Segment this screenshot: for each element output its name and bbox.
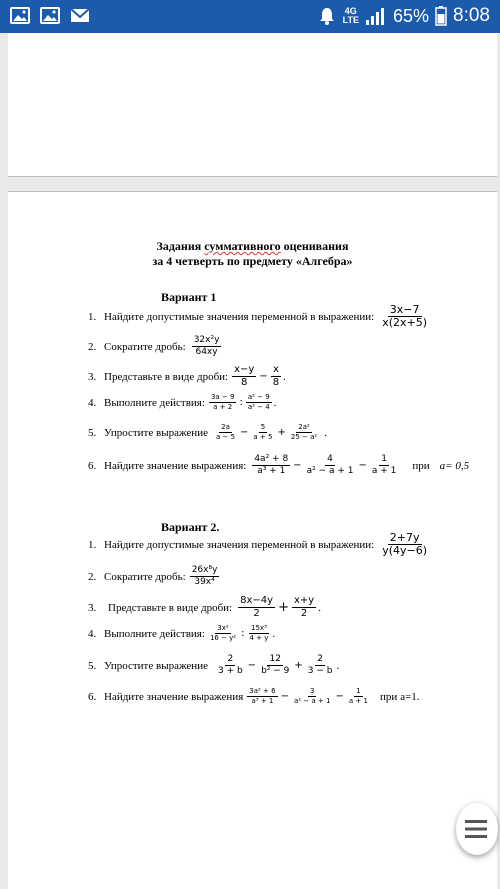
fraction: $\frac{3a - 9}{a + 2}$: [210, 393, 235, 411]
clock: 8:08: [453, 5, 490, 26]
fraction: $\frac{2a}{a - 5}$: [215, 423, 236, 441]
fraction: $\frac{1}{a + 1}$: [371, 454, 397, 476]
v2-task-2: 2. Сократите дробь: $\frac{\text{26x⁸y}}{\text{39x⁴}}$: [88, 565, 218, 587]
v1-task-3: 3. Представьте в виде дроби: $\frac{x-y}{8}$ − $\frac{x}{8}$ .: [88, 364, 286, 388]
fraction: $\frac{2}{3 + b}$: [217, 654, 243, 676]
fraction: $\frac{\text{3a² + 6}}{\text{a³ + 1}}$: [249, 687, 276, 705]
variant-2-heading: Вариант 2.: [161, 520, 220, 534]
fraction: $\frac{x}{8}$: [272, 364, 280, 388]
fraction: $\frac{\text{a² − 9}}{\text{a² − 4}}$: [247, 393, 270, 411]
v1-task-4: 4. Выполните действия: $\frac{3a - 9}{a + 2}$ : $\frac{\text{a² − 9}}{\text{a² − 4}}$ .: [88, 393, 277, 411]
fraction: $\frac{5}{a + 5}$: [253, 423, 273, 441]
document-page-previous: [8, 33, 497, 177]
v1-task-2: 2. Сократите дробь: $\frac{\text{32x²y}}{64xy}$: [88, 335, 220, 357]
fraction: $\frac{\text{2a²}}{\text{25 − a²}}$: [290, 423, 318, 441]
fraction: $\frac{\text{3x²}}{\text{16 − y²}}$: [209, 624, 237, 642]
fraction: $\frac{\text{32x²y}}{64xy}$: [193, 335, 220, 357]
v1-task-1: 1. Найдите допустимые значения переменной в выражении: $\frac{3x-7}{x(2x+5)}$: [88, 303, 428, 329]
fraction: $\frac{\text{26x⁸y}}{\text{39x⁴}}$: [191, 565, 218, 587]
v2-task-5: 5. Упростите выражение $\frac{2}{3 + b}$ − $\frac{12}{\text{b² − 9}}$ + $\frac{2}{3 - b}$ .: [88, 654, 340, 676]
menu-button[interactable]: [456, 803, 498, 855]
battery-percent: 65%: [392, 5, 430, 26]
fraction: $\frac{8x-4y}{2}$: [240, 595, 274, 619]
document-subtitle: за 4 четверть по предмету «Алгебра»: [152, 254, 353, 268]
spellcheck-word: суммативного: [204, 239, 281, 253]
document-page: [8, 191, 497, 889]
gallery-icon-2: [40, 7, 60, 24]
variant-1-heading: Вариант 1: [161, 290, 217, 304]
fraction: $\frac{\text{15x³}}{4 + y}$: [249, 624, 269, 642]
v2-task-1: 1. Найдите допустимые значения переменной в выражении: $\frac{2+7y}{y(4y-6)}$: [88, 531, 428, 557]
document-title: Задания суммативного оценивания: [156, 239, 349, 253]
fraction: $\frac{2+7y}{y(4y-6)}$: [382, 531, 428, 557]
network-type: 4G LTE: [342, 6, 359, 25]
mail-icon: [70, 7, 90, 24]
fraction: $\frac{4}{\text{a² − a + 1}}$: [306, 454, 354, 476]
v2-task-3: 3. Представьте в виде дроби: $\frac{8x-4y}{2}$ + $\frac{x+y}{2}$ .: [88, 595, 321, 619]
fraction: $\frac{3x-7}{x(2x+5)}$: [382, 303, 428, 329]
signal-icon: [365, 6, 387, 26]
battery-icon: [435, 6, 447, 26]
fraction: $\frac{2}{3 - b}$: [307, 654, 333, 676]
fraction: $\frac{x+y}{2}$: [293, 595, 315, 619]
fraction: $\frac{12}{\text{b² − 9}}$: [261, 654, 290, 676]
status-bar: [0, 0, 500, 33]
v1-task-5: 5. Упростите выражение $\frac{2a}{a - 5}$ − $\frac{5}{a + 5}$ + $\frac{\text{2a²}}{\text{25 − a²}}$ .: [88, 423, 327, 441]
fraction: $\frac{x-y}{8}$: [234, 364, 255, 388]
fraction: $\frac{1}{a + 1}$: [348, 687, 368, 705]
v2-task-6: 6. Найдите значение выражения $\frac{\text{3a² + 6}}{\text{a³ + 1}}$ − $\frac{3}{\text{a² − a + 1}}$ − $\frac{1}{a + 1}$ при a=1.: [88, 687, 420, 705]
gallery-icon: [10, 7, 30, 24]
alarm-icon: [317, 6, 337, 26]
fraction: $\frac{3}{\text{a² − a + 1}}$: [294, 687, 331, 705]
v2-task-4: 4. Выполните действия: $\frac{\text{3x²}}{\text{16 − y²}}$ : $\frac{\text{15x³}}{4 + y}$ .: [88, 624, 276, 642]
fraction: $\frac{\text{4a² + 8}}{\text{a³ + 1}}$: [254, 454, 289, 476]
v1-task-6: 6. Найдите значение выражения: $\frac{\text{4a² + 8}}{\text{a³ + 1}}$ − $\frac{4}{\text{a² − a + 1}}$ − $\frac{1}{a + 1}$ при a= 0,5: [88, 454, 470, 476]
menu-icon: [456, 803, 498, 855]
